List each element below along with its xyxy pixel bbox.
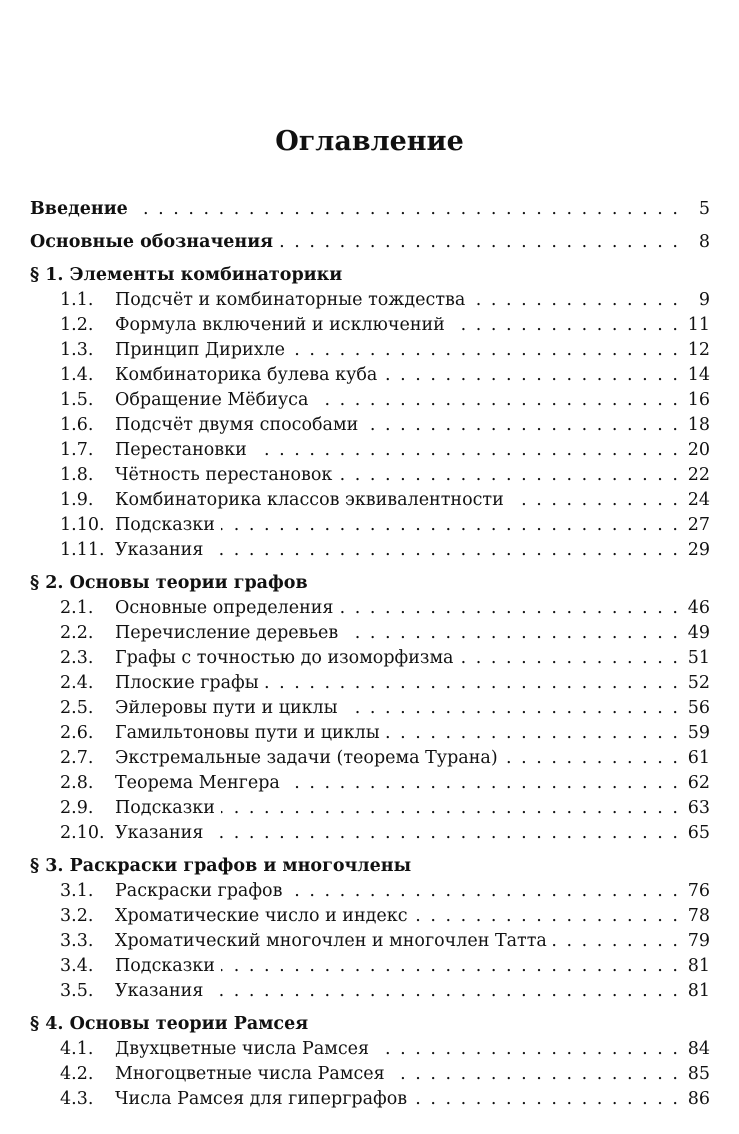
dot-leader bbox=[209, 979, 680, 1004]
toc-subentry-number: 1.8. bbox=[60, 465, 94, 485]
toc-subentry-number: 4.2. bbox=[60, 1064, 94, 1084]
toc-subentry-title: Раскраски графов bbox=[115, 881, 283, 901]
toc-subentry-number: 1.6. bbox=[60, 415, 94, 435]
page-title: Оглавление bbox=[275, 126, 464, 157]
toc-subentry-number: 3.3. bbox=[60, 931, 94, 951]
toc-entry-page: 8 bbox=[698, 232, 710, 252]
toc-subentry[interactable] bbox=[30, 1037, 710, 1062]
dot-leader bbox=[510, 488, 680, 513]
toc-subentry-number: 2.2. bbox=[60, 623, 94, 643]
toc-entry-title: Введение bbox=[30, 199, 128, 219]
toc-subentry-number: 3.1. bbox=[60, 881, 94, 901]
toc-subentry-title: Двухцветные числа Рамсея bbox=[115, 1039, 370, 1059]
toc-subentry-number: 2.3. bbox=[60, 648, 94, 668]
toc-subentry-page: 76 bbox=[687, 881, 710, 901]
toc-subentry[interactable] bbox=[30, 413, 710, 438]
dot-leader bbox=[460, 646, 681, 671]
toc-subentry-title: Хроматический многочлен и многочлен Татта bbox=[115, 931, 547, 951]
dot-leader bbox=[286, 771, 680, 796]
dot-leader bbox=[221, 796, 680, 821]
dot-leader bbox=[265, 671, 680, 696]
toc-subentry-page: 78 bbox=[687, 906, 710, 926]
dot-leader bbox=[375, 1037, 680, 1062]
toc-subentry-page: 59 bbox=[687, 723, 710, 743]
toc-subentry[interactable] bbox=[30, 746, 710, 771]
toc-subentry-number: 2.7. bbox=[60, 748, 94, 768]
toc-subentry-page: 49 bbox=[687, 623, 710, 643]
dot-leader bbox=[134, 197, 680, 222]
toc-subentry-number: 1.10. bbox=[60, 515, 105, 535]
dot-leader bbox=[209, 821, 680, 846]
dot-leader bbox=[253, 438, 680, 463]
toc-subentry-number: 2.4. bbox=[60, 673, 94, 693]
toc-subentry-title: Основные определения bbox=[115, 598, 334, 618]
toc-subentry-title: Многоцветные числа Рамсея bbox=[115, 1064, 385, 1084]
toc-subentry-page: 81 bbox=[687, 956, 710, 976]
section-heading[interactable]: § 3. Раскраски графов и многочлены bbox=[30, 856, 412, 876]
toc-subentry-number: 2.6. bbox=[60, 723, 94, 743]
toc-subentry-number: 2.8. bbox=[60, 773, 94, 793]
toc-subentry-page: 46 bbox=[687, 598, 710, 618]
toc-subentry-number: 3.4. bbox=[60, 956, 94, 976]
toc-subentry-page: 18 bbox=[687, 415, 710, 435]
dot-leader bbox=[386, 721, 680, 746]
toc-subentry-number: 1.9. bbox=[60, 490, 94, 510]
dot-leader bbox=[291, 338, 680, 363]
toc-subentry-title: Числа Рамсея для гиперграфов bbox=[115, 1089, 408, 1109]
toc-subentry-page: 63 bbox=[687, 798, 710, 818]
toc-subentry-title: Принцип Дирихле bbox=[115, 340, 286, 360]
toc-subentry[interactable] bbox=[30, 904, 710, 929]
dot-leader bbox=[364, 413, 680, 438]
toc-subentry[interactable] bbox=[30, 796, 710, 821]
toc-subentry[interactable] bbox=[30, 954, 710, 979]
toc-subentry-page: 12 bbox=[687, 340, 710, 360]
toc-subentry-page: 52 bbox=[687, 673, 710, 693]
section-heading[interactable]: § 4. Основы теории Рамсея bbox=[30, 1014, 309, 1034]
toc-subentry-number: 2.1. bbox=[60, 598, 94, 618]
toc-subentry-page: 85 bbox=[687, 1064, 710, 1084]
toc-subentry-number: 4.1. bbox=[60, 1039, 94, 1059]
toc-subentry-page: 84 bbox=[687, 1039, 710, 1059]
toc-subentry-number: 4.3. bbox=[60, 1089, 94, 1109]
dot-leader bbox=[221, 954, 680, 979]
toc-subentry-page: 51 bbox=[687, 648, 710, 668]
toc-entry[interactable] bbox=[30, 197, 710, 222]
toc-subentry-title: Обращение Мёбиуса bbox=[115, 390, 309, 410]
dot-leader bbox=[471, 288, 680, 313]
toc-subentry[interactable] bbox=[30, 979, 710, 1004]
toc-subentry[interactable] bbox=[30, 363, 710, 388]
toc-subentry-number: 1.5. bbox=[60, 390, 94, 410]
toc-subentry[interactable] bbox=[30, 671, 710, 696]
toc-subentry-number: 1.7. bbox=[60, 440, 94, 460]
toc-subentry-title: Комбинаторика классов эквивалентности bbox=[115, 490, 504, 510]
toc-subentry[interactable] bbox=[30, 596, 710, 621]
toc-subentry-page: 27 bbox=[687, 515, 710, 535]
toc-subentry-title: Указания bbox=[115, 540, 204, 560]
toc-subentry[interactable] bbox=[30, 646, 710, 671]
toc-subentry[interactable] bbox=[30, 721, 710, 746]
toc-subentry-title: Подсчёт двумя способами bbox=[115, 415, 359, 435]
toc-subentry-title: Подсчёт и комбинаторные тождества bbox=[115, 290, 466, 310]
dot-leader bbox=[338, 463, 680, 488]
toc-subentry-title: Подсказки bbox=[115, 956, 215, 976]
toc-subentry[interactable] bbox=[30, 621, 710, 646]
dot-leader bbox=[314, 388, 680, 413]
dot-leader bbox=[288, 879, 680, 904]
toc-subentry-page: 86 bbox=[687, 1089, 710, 1109]
toc-subentry-title: Хроматические число и индекс bbox=[115, 906, 408, 926]
toc-subentry-page: 20 bbox=[687, 440, 710, 460]
toc-subentry-title: Формула включений и исключений bbox=[115, 315, 445, 335]
toc-subentry[interactable] bbox=[30, 313, 710, 338]
toc-subentry[interactable] bbox=[30, 488, 710, 513]
toc-subentry-page: 62 bbox=[687, 773, 710, 793]
toc-subentry[interactable] bbox=[30, 696, 710, 721]
toc-subentry-title: Указания bbox=[115, 981, 204, 1001]
toc-subentry-page: 11 bbox=[687, 315, 710, 335]
toc-entry-page: 5 bbox=[698, 199, 710, 219]
toc-subentry-page: 65 bbox=[687, 823, 710, 843]
toc-subentry-number: 1.4. bbox=[60, 365, 94, 385]
toc-subentry-page: 79 bbox=[687, 931, 710, 951]
toc-subentry-number: 2.9. bbox=[60, 798, 94, 818]
toc-subentry-title: Чётность перестановок bbox=[115, 465, 333, 485]
toc-subentry-title: Экстремальные задачи (теорема Турана) bbox=[115, 748, 498, 768]
toc-subentry-title: Перестановки bbox=[115, 440, 247, 460]
toc-subentry[interactable] bbox=[30, 1062, 710, 1087]
toc-subentry[interactable] bbox=[30, 463, 710, 488]
toc-subentry-page: 9 bbox=[698, 290, 710, 310]
dot-leader bbox=[553, 929, 680, 954]
dot-leader bbox=[209, 538, 680, 563]
toc-subentry-page: 22 bbox=[687, 465, 710, 485]
toc-subentry-title: Указания bbox=[115, 823, 204, 843]
toc-subentry-title: Подсказки bbox=[115, 798, 215, 818]
toc-subentry-page: 81 bbox=[687, 981, 710, 1001]
toc-subentry-number: 3.2. bbox=[60, 906, 94, 926]
dot-leader bbox=[339, 596, 680, 621]
toc-entry[interactable] bbox=[30, 230, 710, 255]
toc-subentry-title: Графы с точностью до изоморфизма bbox=[115, 648, 454, 668]
toc-subentry-page: 16 bbox=[687, 390, 710, 410]
toc-entry-title: Основные обозначения bbox=[30, 232, 274, 252]
dot-leader bbox=[221, 513, 680, 538]
section-heading[interactable]: § 1. Элементы комбинаторики bbox=[30, 265, 343, 285]
toc-subentry[interactable] bbox=[30, 438, 710, 463]
toc-subentry-number: 1.2. bbox=[60, 315, 94, 335]
toc-subentry[interactable] bbox=[30, 388, 710, 413]
toc-subentry-page: 56 bbox=[687, 698, 710, 718]
dot-leader bbox=[391, 1062, 680, 1087]
toc-subentry[interactable] bbox=[30, 288, 710, 313]
toc-subentry-number: 1.1. bbox=[60, 290, 94, 310]
toc-subentry[interactable] bbox=[30, 771, 710, 796]
toc-subentry-page: 14 bbox=[687, 365, 710, 385]
toc-subentry-title: Эйлеровы пути и циклы bbox=[115, 698, 338, 718]
toc-subentry[interactable] bbox=[30, 821, 710, 846]
toc-subentry[interactable] bbox=[30, 1087, 710, 1112]
dot-leader bbox=[344, 696, 680, 721]
toc-subentry-number: 3.5. bbox=[60, 981, 94, 1001]
toc-subentry-number: 2.5. bbox=[60, 698, 94, 718]
toc-subentry-page: 61 bbox=[687, 748, 710, 768]
toc-subentry[interactable] bbox=[30, 538, 710, 563]
toc-subentry[interactable] bbox=[30, 879, 710, 904]
toc-subentry-title: Перечисление деревьев bbox=[115, 623, 339, 643]
table-of-contents bbox=[30, 197, 710, 1112]
toc-subentry-number: 1.3. bbox=[60, 340, 94, 360]
toc-subentry-number: 2.10. bbox=[60, 823, 105, 843]
toc-subentry-title: Плоские графы bbox=[115, 673, 259, 693]
dot-leader bbox=[344, 621, 680, 646]
toc-subentry-page: 24 bbox=[687, 490, 710, 510]
section-heading[interactable]: § 2. Основы теории графов bbox=[30, 573, 308, 593]
toc-subentry-page: 29 bbox=[687, 540, 710, 560]
toc-subentry-title: Подсказки bbox=[115, 515, 215, 535]
toc-subentry-title: Теорема Менгера bbox=[115, 773, 280, 793]
toc-subentry[interactable] bbox=[30, 338, 710, 363]
dot-leader bbox=[413, 1087, 680, 1112]
dot-leader bbox=[383, 363, 680, 388]
dot-leader bbox=[414, 904, 680, 929]
toc-subentry[interactable] bbox=[30, 929, 710, 954]
dot-leader bbox=[451, 313, 680, 338]
toc-subentry-title: Комбинаторика булева куба bbox=[115, 365, 378, 385]
toc-subentry-title: Гамильтоновы пути и циклы bbox=[115, 723, 380, 743]
dot-leader bbox=[504, 746, 680, 771]
dot-leader bbox=[279, 230, 680, 255]
toc-subentry-number: 1.11. bbox=[60, 540, 105, 560]
toc-subentry[interactable] bbox=[30, 513, 710, 538]
